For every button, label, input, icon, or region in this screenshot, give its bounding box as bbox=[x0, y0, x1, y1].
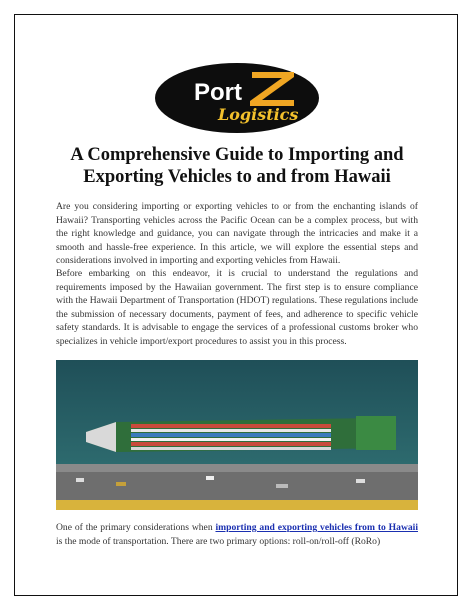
logo-word-port: Port bbox=[194, 79, 242, 106]
transport-text-end: is the mode of transportation. There are two primary options: roll-on/roll-off (RoRo) bbox=[56, 535, 381, 547]
quay-edge bbox=[56, 464, 418, 472]
transport-text-start: One of the primary considerations when bbox=[56, 522, 216, 533]
intro-paragraph: Are you considering importing or exporting vehicles to or from the enchanting islands of Hawaii? Transporting vehicles across the Pacific Ocean can be a complex process, but with the right knowledge and guidance, you can navigate through the intricacies and make it a smooth and hassle-free experience. In this article, we will explore the essential steps and considerations involved in importing and exporting vehicles from Hawaii. bbox=[56, 201, 418, 267]
ship-illustration bbox=[56, 360, 418, 510]
transport-paragraph bbox=[56, 521, 418, 548]
logo-graphic bbox=[154, 62, 320, 134]
cargo-ship-aerial-photo bbox=[56, 360, 418, 510]
import-export-link[interactable]: importing and exporting vehicles from to Hawaii bbox=[215, 522, 418, 533]
dock-yellow-line bbox=[56, 500, 418, 510]
port-z-logistics-logo bbox=[154, 62, 320, 134]
regulations-paragraph: Before embarking on this endeavor, it is crucial to understand the regulations and requirements imposed by the Hawaiian government. The first step is to ensure compliance with the Hawaii Department of Transportation (HDOT) regulations. These regulations include the submission of necessary documents, payment of fees, and adherence to specific vehicle safety standards. It is advisable to engage the services of a professional customs broker who specializes in vehicle import/export procedures to assist you in this process. bbox=[56, 268, 418, 347]
logo-word-logistics: Logistics bbox=[218, 105, 299, 124]
ship-deck-green bbox=[356, 416, 396, 450]
document-title: A Comprehensive Guide to Importing and Exporting Vehicles to and from Hawaii bbox=[70, 145, 404, 187]
dock bbox=[56, 472, 418, 500]
